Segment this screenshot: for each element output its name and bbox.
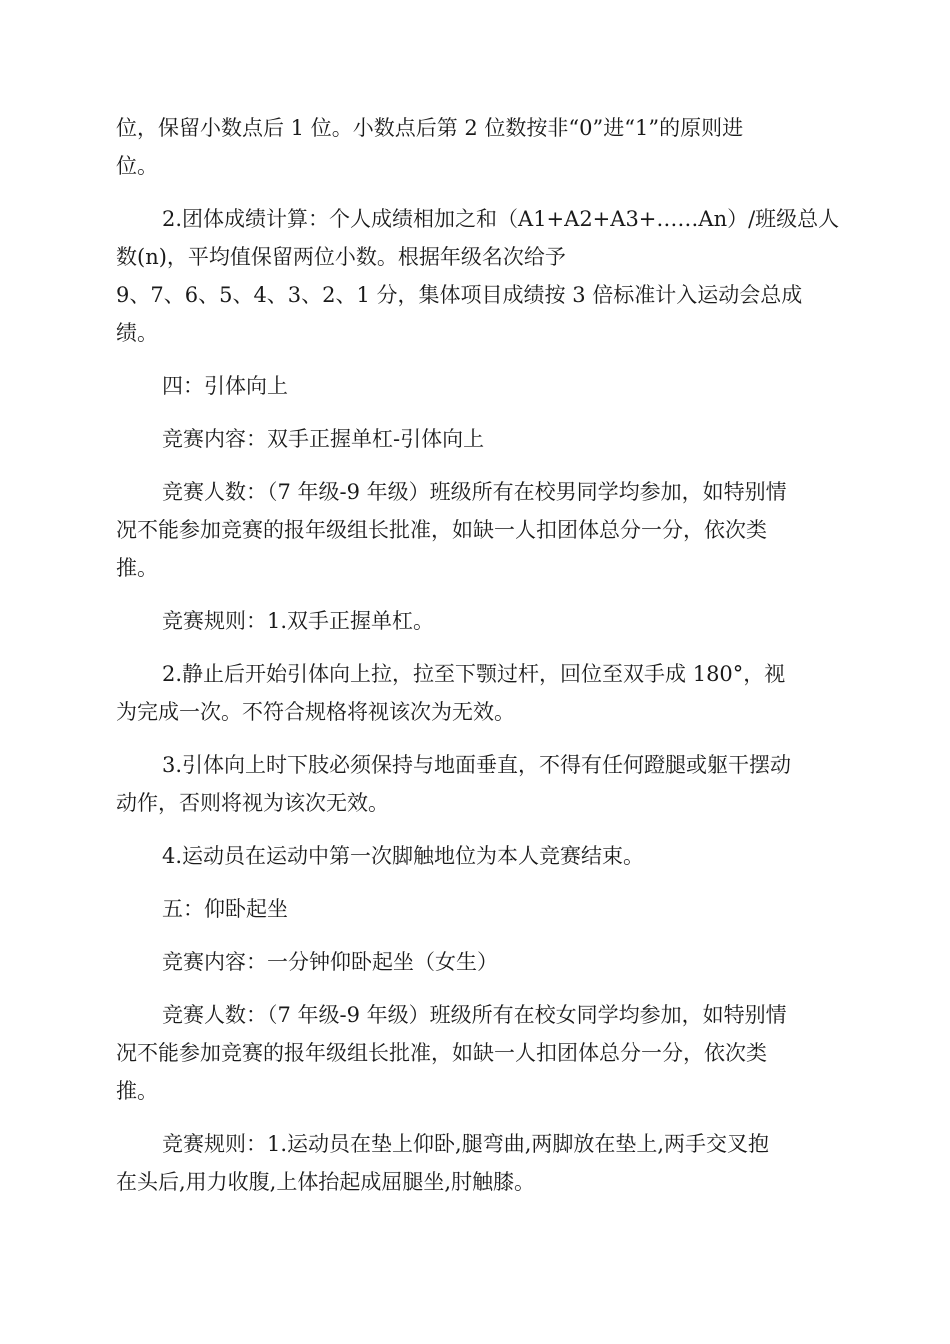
text-line: 竞赛内容：一分钟仰卧起坐（女生）: [162, 950, 498, 974]
text-line: 2.团体成绩计算：个人成绩相加之和（A1+A2+A3+……An）/班级总人: [162, 207, 840, 231]
text-line: 四：引体向上: [162, 374, 288, 398]
text-line: 竞赛内容：双手正握单杠-引体向上: [162, 427, 485, 451]
text-line: 3.引体向上时下肢必须保持与地面垂直，不得有任何蹬腿或躯干摆动: [162, 753, 792, 777]
text-line: 2.静止后开始引体向上拉，拉至下颚过杆，回位至双手成 180°，视: [162, 662, 786, 686]
text-line: 竞赛人数：（7 年级-9 年级）班级所有在校女同学均参加，如特别情: [162, 1003, 787, 1027]
text-line: 数(n)，平均值保留两位小数。根据年级名次给予: [116, 245, 566, 269]
paragraph-pull-up-rule-4: [116, 837, 834, 875]
paragraph-sit-up-content: [116, 943, 834, 981]
paragraph-sit-up-participants: [116, 996, 834, 1110]
text-line: 况不能参加竞赛的报年级组长批准，如缺一人扣团体总分一分，依次类: [116, 1041, 767, 1065]
text-line: 位。: [116, 154, 158, 178]
section-heading-sit-up: [116, 890, 834, 928]
text-line: 在头后,用力收腹,上体抬起成屈腿坐,肘触膝。: [116, 1170, 536, 1194]
text-line: 绩。: [116, 321, 158, 345]
text-line: 为完成一次。不符合规格将视该次为无效。: [116, 700, 515, 724]
text-line: 位，保留小数点后 1 位。小数点后第 2 位数按非“0”进“1”的原则进: [116, 116, 744, 140]
text-line: 况不能参加竞赛的报年级组长批准，如缺一人扣团体总分一分，依次类: [116, 518, 767, 542]
paragraph-sit-up-rule-1: [116, 1125, 834, 1201]
paragraph-pull-up-rule-2: [116, 655, 834, 731]
paragraph-pull-up-participants: [116, 473, 834, 587]
paragraph-team-score: [116, 200, 840, 352]
text-line: 竞赛人数：（7 年级-9 年级）班级所有在校男同学均参加，如特别情: [162, 480, 787, 504]
text-line: 9、7、6、5、4、3、2、1 分，集体项目成绩按 3 倍标准计入运动会总成: [116, 283, 803, 307]
document-body: [116, 109, 840, 1216]
text-line: 推。: [116, 556, 158, 580]
paragraph-pull-up-rule-1: [116, 602, 834, 640]
paragraph-pull-up-rule-3: [116, 746, 834, 822]
paragraph-pull-up-content: [116, 420, 834, 458]
text-line: 动作，否则将视为该次无效。: [116, 791, 389, 815]
text-line: 推。: [116, 1079, 158, 1103]
text-line: 竞赛规则：1.运动员在垫上仰卧,腿弯曲,两脚放在垫上,两手交叉抱: [162, 1132, 770, 1156]
text-line: 4.运动员在运动中第一次脚触地位为本人竞赛结束。: [162, 844, 645, 868]
text-line: 竞赛规则：1.双手正握单杠。: [162, 609, 435, 633]
text-line: 五：仰卧起坐: [162, 897, 288, 921]
paragraph-rounding-rule: [116, 109, 834, 185]
section-heading-pull-up: [116, 367, 834, 405]
